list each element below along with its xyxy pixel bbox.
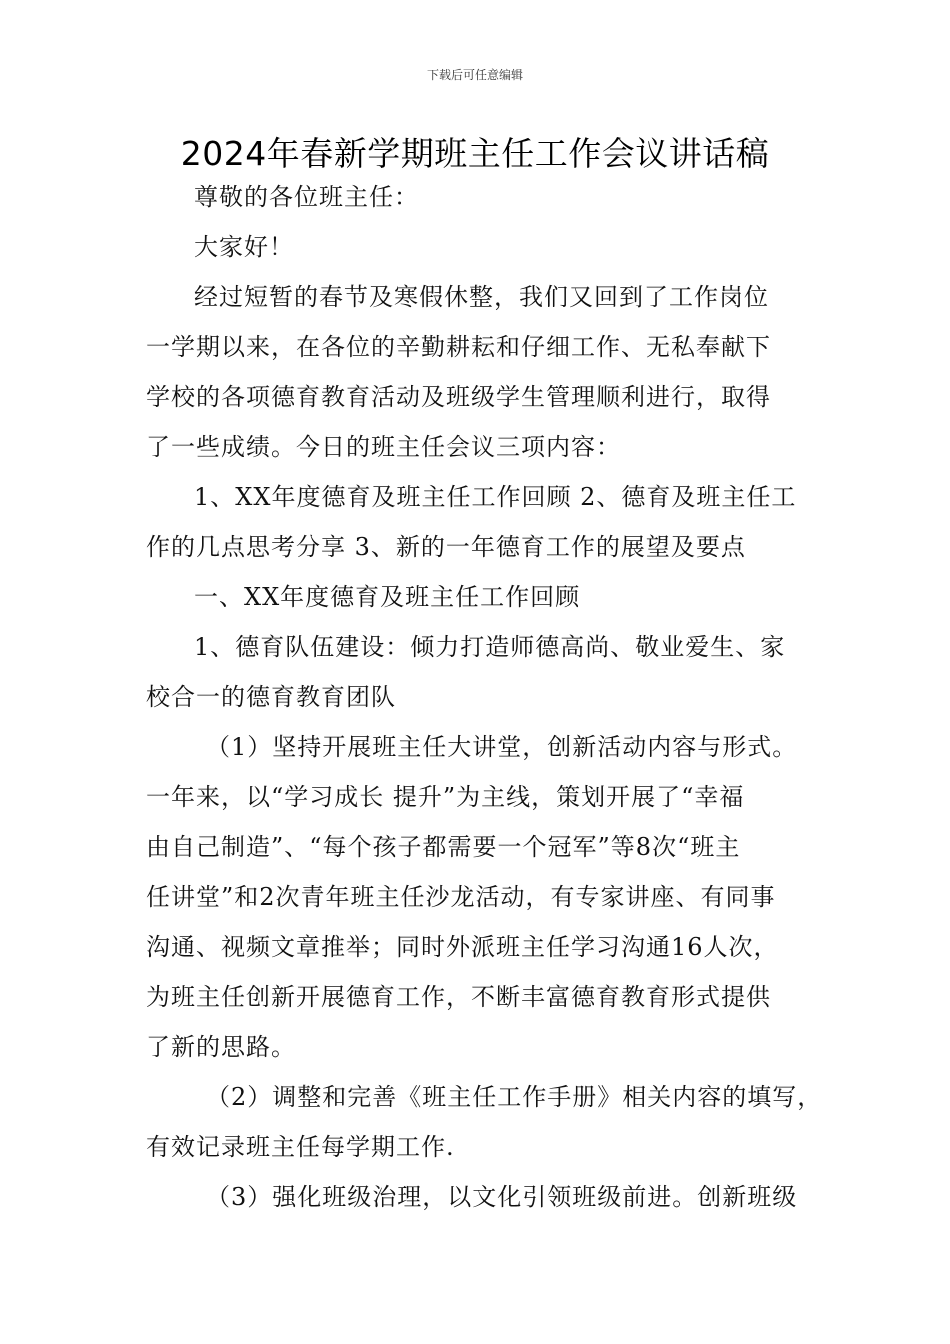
- body-line: 任讲堂”和2次青年班主任沙龙活动，有专家讲座、有同事: [146, 883, 776, 911]
- body-line: 了一些成绩。今日的班主任会议三项内容：: [146, 433, 621, 461]
- document-title: 2024年春新学期班主任工作会议讲话稿: [180, 134, 770, 173]
- body-line: 校合一的德育教育团队: [146, 683, 396, 711]
- body-line: 由自己制造”、“每个孩子都需要一个冠军”等8次“班主: [146, 833, 741, 861]
- body-line: 了新的思路。: [146, 1033, 296, 1061]
- body-line: 1、XX年度德育及班主任工作回顾 2、德育及班主任工: [194, 483, 797, 511]
- body-line: 有效记录班主任每学期工作.: [146, 1133, 455, 1161]
- body-line: 作的几点思考分享 3、新的一年德育工作的展望及要点: [146, 533, 746, 561]
- page-header-note: 下载后可任意编辑: [426, 68, 523, 82]
- body-line: 一年来，以“学习成长 提升”为主线，策划开展了“幸福: [146, 783, 745, 811]
- body-line: 一学期以来，在各位的辛勤耕耘和仔细工作、无私奉献下: [146, 333, 771, 361]
- body-line: （1）坚持开展班主任大讲堂，创新活动内容与形式。: [206, 733, 798, 761]
- body-line: （3）强化班级治理，以文化引领班级前进。创新班级: [206, 1183, 798, 1211]
- body-line: （2）调整和完善《班主任工作手册》相关内容的填写，: [206, 1083, 823, 1111]
- body-line: 为班主任创新开展德育工作，不断丰富德育教育形式提供: [146, 983, 771, 1011]
- body-line: 1、德育队伍建设：倾力打造师德高尚、敬业爱生、家: [194, 633, 786, 661]
- body-line: 经过短暂的春节及寒假休整，我们又回到了工作岗位: [194, 283, 769, 311]
- section-heading: 一、XX年度德育及班主任工作回顾: [194, 583, 581, 611]
- document-body: [146, 172, 823, 1222]
- body-line: 尊敬的各位班主任：: [194, 183, 419, 211]
- body-line: 学校的各项德育教育活动及班级学生管理顺利进行，取得: [146, 383, 771, 411]
- body-line: 沟通、视频文章推举；同时外派班主任学习沟通16人次，: [146, 933, 779, 961]
- body-line: 大家好！: [194, 233, 294, 261]
